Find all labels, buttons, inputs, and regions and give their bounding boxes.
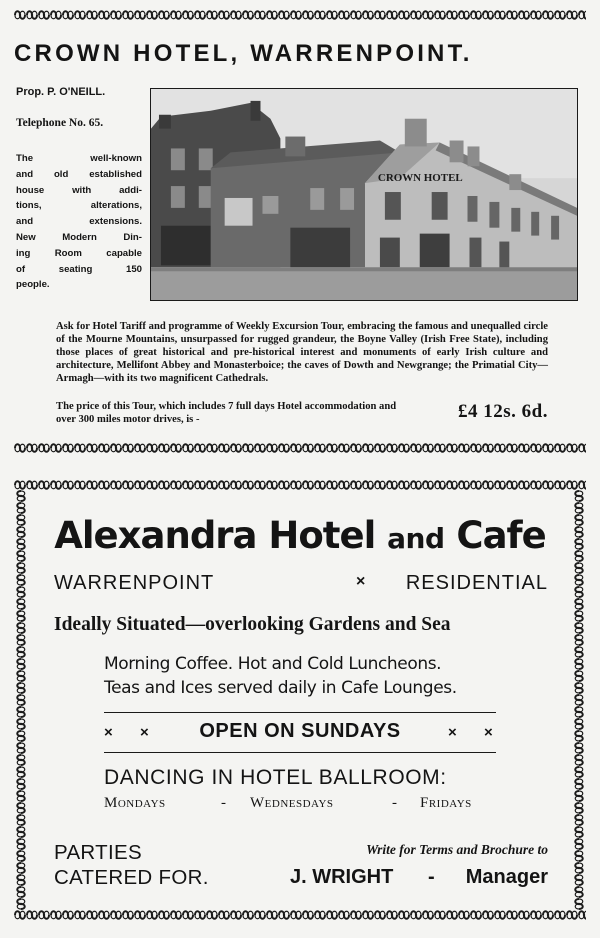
dancing-heading: DANCING IN HOTEL BALLROOM: [104, 766, 447, 789]
services-block [104, 652, 544, 700]
location-row [54, 572, 548, 600]
parties-line: CATERED FOR. [54, 866, 209, 889]
description-line: house with addi- [16, 184, 142, 196]
tour-price-amount: £4 12s. 6d. [458, 401, 548, 422]
chain-border-frame-right [572, 490, 586, 910]
title-cafe: Cafe [456, 514, 546, 557]
chain-border-frame-left [14, 490, 28, 910]
manager-line [290, 866, 548, 892]
location-text: WARRENPOINT [54, 572, 215, 594]
day-wednesday: Wednesdays [250, 795, 334, 811]
telephone-line: Telephone No. 65. [16, 117, 104, 129]
dash-separator: - [392, 795, 398, 811]
divider-rule-bottom [104, 752, 496, 753]
open-sundays-text: OPEN ON SUNDAYS [199, 720, 401, 742]
services-line: Teas and Ices served daily in Cafe Lounges. [104, 678, 457, 698]
parties-catered [54, 840, 209, 890]
manager-dash: - [428, 866, 435, 888]
cross-mark: × [484, 724, 493, 741]
title-main: Alexandra Hotel [54, 514, 376, 557]
day-friday: Fridays [420, 795, 472, 811]
description-line: The well-known [16, 153, 142, 164]
day-monday: Mondays [104, 795, 166, 811]
chain-border-top [14, 8, 586, 22]
description-line: people. [16, 279, 50, 291]
separator-mark: × [356, 573, 367, 590]
crown-hotel-title: CROWN HOTEL, WARRENPOINT. [14, 40, 473, 67]
manager-name: J. WRIGHT [290, 866, 394, 888]
crown-hotel-photo [150, 88, 578, 301]
photo-sign-text: CROWN HOTEL [377, 172, 463, 185]
excursion-tour-description: Ask for Hotel Tariff and programme of Weekly Excursion Tour, embracing the famous and unequalled circle of the Mourne Mountains, unsurpassed for rugged grandeur, the Boyne Valley (Irish Free State), including those places of great historical and pre-historical interest and monuments of early Irish culture and architecture, Mellifont Abbey and Monasterboice; the caves of Dowth and Newgrange; the Primatial City—Armagh—with its two magnificent Cathedrals. [56, 321, 548, 384]
tour-price-row [56, 400, 548, 428]
description-line: tions, alterations, [16, 200, 142, 212]
open-sundays-banner [104, 718, 496, 748]
proprietor-line: Prop. P. O'NEILL. [16, 86, 106, 98]
situation-line: Ideally Situated—overlooking Gardens and Sea [54, 614, 451, 635]
title-and: and [387, 522, 445, 555]
cross-mark: × [140, 724, 149, 741]
cross-mark: × [104, 724, 113, 741]
parties-line: PARTIES [54, 841, 142, 864]
description-line: ing Room capable [16, 247, 142, 259]
description-line: of seating 150 [16, 263, 142, 275]
chain-border-frame-bottom [14, 908, 586, 922]
description-line: and extensions. [16, 216, 142, 228]
dancing-days [104, 795, 504, 821]
manager-title: Manager [465, 866, 548, 888]
dash-separator: - [221, 795, 227, 811]
residential-text: RESIDENTIAL [405, 572, 548, 594]
alexandra-hotel-title [30, 514, 570, 557]
description-line: and old established [16, 168, 142, 180]
tour-price-text: The price of this Tour, which includes 7 full days Hotel accommodation and over 300 miles motor drives, is - [56, 401, 397, 425]
crown-hotel-description [16, 151, 142, 293]
chain-border-frame-top [14, 478, 586, 492]
services-line: Morning Coffee. Hot and Cold Luncheons. [104, 654, 442, 674]
write-for-terms: Write for Terms and Brochure to [366, 842, 548, 857]
cross-mark: × [448, 724, 457, 741]
chain-border-divider [14, 441, 586, 455]
divider-rule-top [104, 712, 496, 713]
description-line: New Modern Din- [16, 231, 142, 243]
